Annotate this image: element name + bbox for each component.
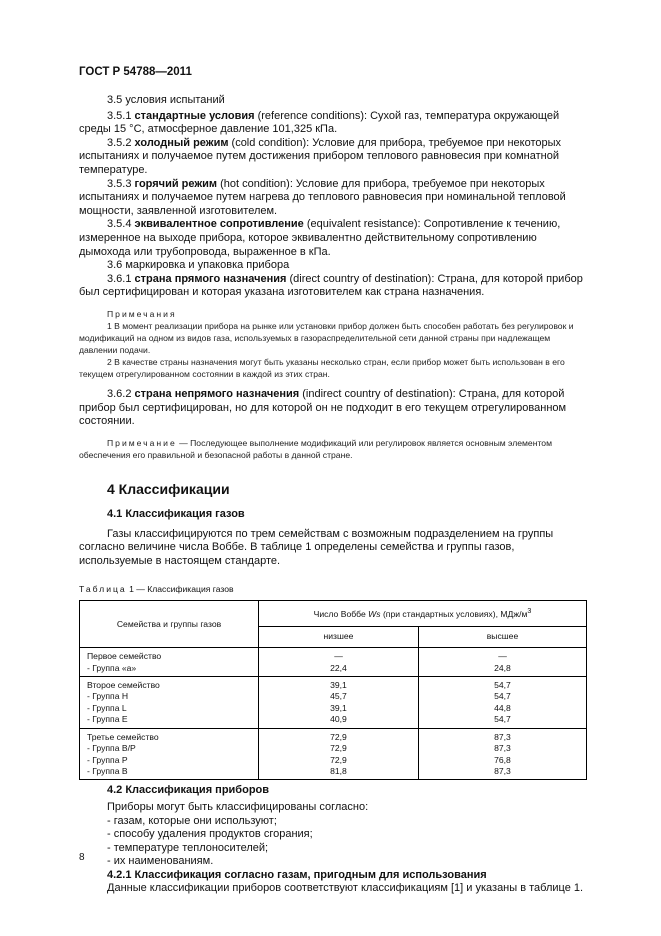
header-upper: высшее [418, 626, 586, 647]
upper-value-cell [418, 677, 586, 729]
cell-line: 81,8 [330, 765, 347, 776]
header-families: Семейства и группы газов [80, 601, 259, 648]
wobbe-units: (при стандартных условиях), МДж/м [380, 609, 528, 620]
list-item: - способу удаления продуктов сгорания; [107, 828, 313, 841]
section-3-6-title: 3.6 маркировка и упаковка прибора [107, 259, 290, 272]
cell-line: 24,8 [494, 662, 511, 673]
section-4-1-text: Газы классифицируются по трем семействам с возможным подразделением на группы согласно величине числа Воббе. В таблице 1 определены семейства и группы газов, используемые в настоящем стандарте. [79, 527, 554, 568]
cell-line: 39,1 [330, 702, 347, 713]
cell-line: 87,3 [494, 743, 511, 754]
cell-line: 72,9 [330, 743, 347, 754]
document-header: ГОСТ Р 54788—2011 [79, 66, 192, 78]
clause-3-5-1 [79, 110, 587, 137]
cell-line: Второе семейство [87, 680, 160, 691]
definition: (equivalent resistance): Сопротивление к течению, измеренное на выходе прибора, которое эквивалентно действительному сопротивлению дымохода или трубопровода, выраженное в кПа. [79, 218, 561, 258]
clause-3-5-3 [79, 178, 587, 219]
table-caption-text: 1 — Классификация газов [126, 583, 234, 594]
clause-number: 3.5.2 [107, 136, 132, 149]
table-row-group [80, 728, 587, 780]
section-3-5-title: 3.5 условия испытаний [107, 94, 225, 106]
term: стандартные условия [134, 109, 255, 122]
section-4-1-title: 4.1 Классификация газов [107, 508, 245, 521]
list-item: - их наименованиям. [107, 855, 214, 868]
notes-title: Примечания [107, 308, 177, 319]
family-cell [80, 728, 259, 780]
table-caption-label: Таблица [79, 583, 127, 594]
lower-value-cell [259, 728, 419, 780]
list-item: - газам, которые они используют; [107, 814, 277, 827]
note-2: 2 В качестве страны назначения могут быть указаны несколько стран, если прибор может быть использован в его текущем отрегулированном состоянии в каждой из этих стран. [79, 356, 565, 379]
definition: (hot condition): Условие для прибора, требуемое при некоторых испытаниях и получаемое путем нагрева до теплового равновесия при номинальной тепловой мощности, заявленной изготовителем. [79, 177, 566, 217]
document-body [79, 94, 587, 896]
cell-line: — [334, 651, 343, 662]
section-4-2-title: 4.2 Классификация приборов [107, 784, 270, 797]
cell-line: 22,4 [330, 662, 347, 673]
cell-line: 39,1 [330, 680, 347, 691]
lower-value-cell [259, 648, 419, 677]
term: страна прямого назначения [134, 272, 287, 285]
cell-line: Первое семейство [87, 651, 162, 662]
table-body [80, 648, 587, 780]
header-lower: низшее [259, 626, 419, 647]
cell-line: 40,9 [330, 714, 347, 725]
family-cell [80, 648, 259, 677]
cell-line: 54,7 [494, 714, 511, 725]
cell-line: Третье семейство [87, 731, 159, 742]
cell-line: 72,9 [330, 731, 347, 742]
header-wobbe [259, 601, 587, 627]
clause-number: 3.6.2 [107, 387, 132, 400]
list-item: - температуре теплоносителей; [107, 841, 269, 854]
clause-number: 3.5.3 [107, 177, 132, 190]
definition: (direct country of destination): Страна, для которой прибор был сертифицирован и которая указана изготовителем как страна назначения. [79, 272, 583, 299]
cell-line: - Группа Р [87, 754, 128, 765]
table-caption [79, 583, 587, 597]
term: горячий режим [134, 177, 218, 190]
definition: (cold condition): Условие для прибора, требуемое при некоторых испытаниях и получаемое путем достижения прибором теплового равновесия при комнатной температуре. [79, 136, 562, 176]
cell-line: 54,7 [494, 680, 511, 691]
note-1: 1 В момент реализации прибора на рынке или установки прибор должен быть способен работать без регулировок и модификаций на одном из видов газа, используемых в газораспределительной сети данной страны при надлежащем давлении подачи. [79, 320, 574, 355]
section-4-2-1-text: Данные классификации приборов соответствуют классификациям [1] и указаны в таблице 1. [107, 882, 584, 895]
cell-line: 87,3 [494, 731, 511, 742]
section-4-2-list [79, 815, 587, 869]
table-header-row [80, 601, 587, 627]
cell-line: 76,8 [494, 754, 511, 765]
page-number: 8 [79, 852, 85, 863]
family-cell [80, 677, 259, 729]
upper-value-cell [418, 728, 586, 780]
clause-3-6-1 [79, 273, 587, 300]
clause-number: 3.6.1 [107, 272, 132, 285]
term: эквивалентное сопротивление [134, 218, 304, 231]
cell-line: - Группа Е [87, 714, 128, 725]
cell-line: - Группа «а» [87, 662, 137, 673]
wobbe-symbol: Ws [368, 609, 381, 620]
clause-3-5-4 [79, 218, 587, 259]
definition: (indirect country of destination): Страна, для которой прибор был сертифицирован, но для которой он не подходит в его текущем отрегулированном состоянии. [79, 387, 567, 428]
note-text: — Последующее выполнение модификаций или регулировок является основным элементом обеспечения его правильной и безопасной работы в данной стране. [79, 437, 552, 460]
upper-value-cell [418, 648, 586, 677]
cell-line: - Группа Н [87, 691, 129, 702]
section-4-title: 4 Классификации [107, 480, 230, 497]
wobbe-label: Число Воббе [313, 609, 369, 620]
definition: (reference conditions): Сухой газ, температура окружающей среды 15 °С, атмосферное давление 101,325 кПа. [79, 109, 560, 136]
gas-classification-table [79, 600, 587, 780]
note-label: Примечание [107, 437, 177, 448]
term: страна непрямого назначения [134, 387, 300, 400]
cell-line: 54,7 [494, 691, 511, 702]
cell-line: 72,9 [330, 754, 347, 765]
clause-number: 3.5.4 [107, 218, 132, 231]
cell-line: 45,7 [330, 691, 347, 702]
term: холодный режим [134, 136, 229, 149]
cell-line: - Группа В/Р [87, 743, 136, 754]
cell-line: - Группа L [87, 702, 127, 713]
clause-3-6-2 [79, 388, 587, 429]
wobbe-units-exponent: 3 [527, 607, 532, 616]
cell-line: - Группа В [87, 765, 128, 776]
section-4-2-1-title: 4.2.1 Классификация согласно газам, пригодным для использования [107, 868, 487, 881]
table-row-group [80, 677, 587, 729]
clause-number: 3.5.1 [107, 109, 132, 122]
note-single [79, 437, 587, 461]
lower-value-cell [259, 677, 419, 729]
cell-line: 87,3 [494, 765, 511, 776]
clause-3-5-2 [79, 137, 587, 178]
cell-line: 44,8 [494, 702, 511, 713]
cell-line: — [498, 651, 507, 662]
section-4-2-intro: Приборы могут быть классифицированы согласно: [107, 800, 369, 813]
table-row-group [80, 648, 587, 677]
